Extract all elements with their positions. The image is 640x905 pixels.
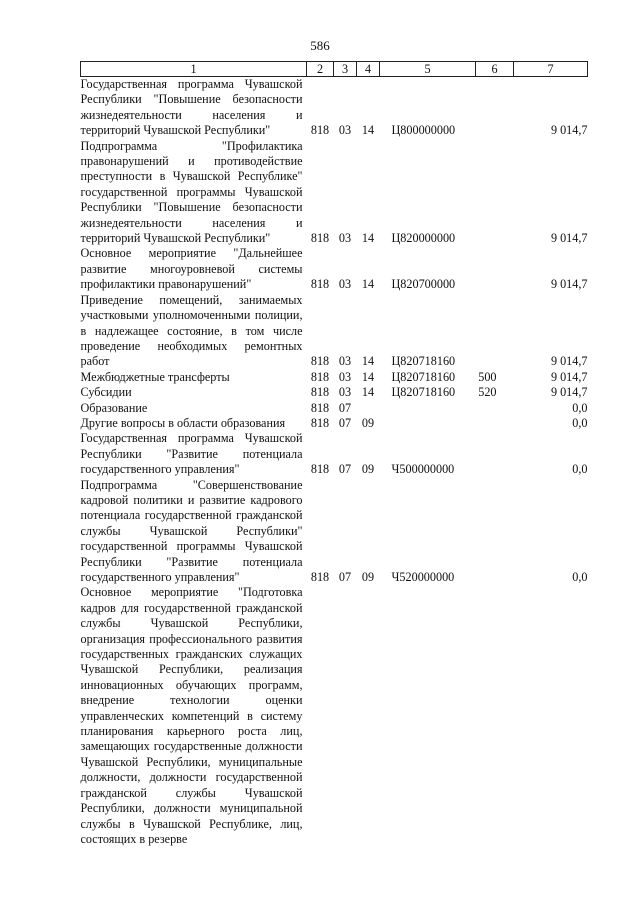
row-section: 03 [338, 369, 352, 384]
row-ministry: 818 [310, 354, 330, 369]
row-target-article: Ц820718160 [391, 385, 456, 400]
row-target-article: Ц820000000 [391, 231, 456, 246]
row-subsection: 14 [361, 123, 375, 138]
header-cell: 3 [334, 62, 357, 77]
row-name: Другие вопросы в области образования [80, 415, 286, 430]
table-row [81, 385, 588, 400]
row-expense-type [476, 246, 514, 292]
table-row [81, 431, 588, 477]
table-row [81, 246, 588, 292]
row-expense-type [476, 139, 514, 247]
row-amount: 9 014,7 [550, 277, 588, 292]
row-section: 03 [338, 123, 352, 138]
row-section [334, 585, 357, 847]
row-subsection [357, 401, 380, 416]
row-amount: 9 014,7 [550, 231, 588, 246]
row-expense-type [476, 293, 514, 370]
table-row [81, 139, 588, 247]
row-target-article [380, 416, 476, 431]
row-amount: 9 014,7 [550, 369, 588, 384]
row-subsection: 14 [361, 354, 375, 369]
row-target-article: Ц820718160 [391, 354, 456, 369]
row-section: 07 [338, 462, 352, 477]
row-subsection: 09 [361, 415, 375, 430]
row-expense-type [476, 416, 514, 431]
row-name: Межбюджетные трансферты [80, 369, 230, 384]
row-ministry: 818 [310, 462, 330, 477]
row-subsection: 14 [361, 385, 375, 400]
row-subsection: 09 [361, 570, 375, 584]
table-header-row [81, 62, 588, 77]
row-name: Государственная программа Чувашской Республики "Повышение безопасности жизнедеятельности населения и территорий Чувашской Республики" [80, 77, 303, 138]
row-section: 07 [338, 570, 352, 584]
header-cell: 4 [357, 62, 380, 77]
row-target-article: Ц820700000 [391, 277, 456, 292]
table-row [81, 478, 588, 586]
table-row [81, 370, 588, 385]
row-amount: 0,0 [572, 570, 588, 584]
table-row [81, 77, 588, 139]
row-ministry [307, 585, 334, 847]
row-ministry: 818 [310, 369, 330, 384]
row-expense-type: 520 [478, 385, 497, 400]
header-cell: 5 [380, 62, 476, 77]
row-name: Субсидии [80, 385, 132, 400]
row-expense-type [476, 401, 514, 416]
row-amount: 9 014,7 [550, 123, 588, 138]
row-subsection: 14 [361, 369, 375, 384]
header-cell: 6 [476, 62, 514, 77]
row-amount: 0,0 [572, 462, 588, 477]
row-ministry: 818 [310, 400, 330, 415]
row-ministry: 818 [310, 277, 330, 292]
row-subsection: 14 [361, 231, 375, 246]
table-row [81, 585, 588, 847]
row-subsection: 14 [361, 277, 375, 292]
row-section: 07 [338, 400, 352, 415]
table-row [81, 293, 588, 370]
row-target-article: Ц800000000 [391, 123, 456, 138]
row-amount: 0,0 [572, 400, 588, 415]
row-target-article [380, 401, 476, 416]
row-expense-type: 500 [478, 369, 497, 384]
row-name: Приведение помещений, занимаемых участковыми уполномоченными полиции, в надлежащее состояние, в том числе проведение необходимых ремонтных работ [80, 292, 303, 369]
row-expense-type [476, 478, 514, 586]
row-target-article: Ч520000000 [391, 570, 455, 584]
row-name: Подпрограмма "Профилактика правонарушений и противодействие преступности в Чувашской Республике" государственной программы Чувашской Республики "Повышение безопасности жизнедеятельности населения и территорий Чувашской Республики" [80, 138, 303, 246]
row-target-article: Ч500000000 [391, 462, 455, 477]
row-target-article [380, 585, 476, 847]
row-ministry: 818 [310, 231, 330, 246]
row-expense-type [476, 77, 514, 139]
row-section: 03 [338, 385, 352, 400]
header-cell: 7 [514, 62, 588, 77]
row-section: 03 [338, 231, 352, 246]
row-amount [514, 585, 588, 847]
row-ministry: 818 [310, 415, 330, 430]
header-cell: 1 [81, 62, 307, 77]
table-row [81, 416, 588, 431]
page-number: 586 [310, 38, 330, 53]
row-target-article: Ц820718160 [391, 369, 456, 384]
row-amount: 9 014,7 [550, 385, 588, 400]
row-name: Основное мероприятие "Дальнейшее развитие многоуровневой системы профилактики правонарушений" [80, 246, 303, 292]
row-ministry: 818 [310, 385, 330, 400]
budget-table [80, 61, 588, 847]
row-amount: 9 014,7 [550, 354, 588, 369]
row-subsection [357, 585, 380, 847]
row-section: 07 [338, 415, 352, 430]
row-expense-type [476, 431, 514, 477]
row-name: Подпрограмма "Совершенствование кадровой политики и развитие кадрового потенциала государственной гражданской службы Чувашской Республики" государственной программы Чувашской Республики "Развитие потенциала государственного управления" [80, 477, 303, 584]
row-name: Основное мероприятие "Подготовка кадров для государственной гражданской службы Чувашской Республики, организация профессионального развития государственных гражданских служащих Чувашской Республики, реализация инновационных обучающих программ, внедрение технологии оценки управленческих компетенций в систему планирования карьерного роста лиц, замещающих государственные должности Чувашской Республики, муниципальные должности, должности государственной гражданской службы Чувашской Республики, должности муниципальной службы в Чувашской Республике, лиц, состоящих в резерве [80, 585, 303, 846]
table-row [81, 401, 588, 416]
row-name: Образование [80, 400, 148, 415]
row-subsection: 09 [361, 462, 375, 477]
row-expense-type [476, 585, 514, 847]
row-ministry: 818 [310, 123, 330, 138]
row-section: 03 [338, 277, 352, 292]
row-ministry: 818 [310, 570, 330, 584]
row-name: Государственная программа Чувашской Республики "Развитие потенциала государственного управления" [80, 431, 303, 477]
row-amount: 0,0 [572, 415, 588, 430]
header-cell: 2 [307, 62, 334, 77]
row-section: 03 [338, 354, 352, 369]
